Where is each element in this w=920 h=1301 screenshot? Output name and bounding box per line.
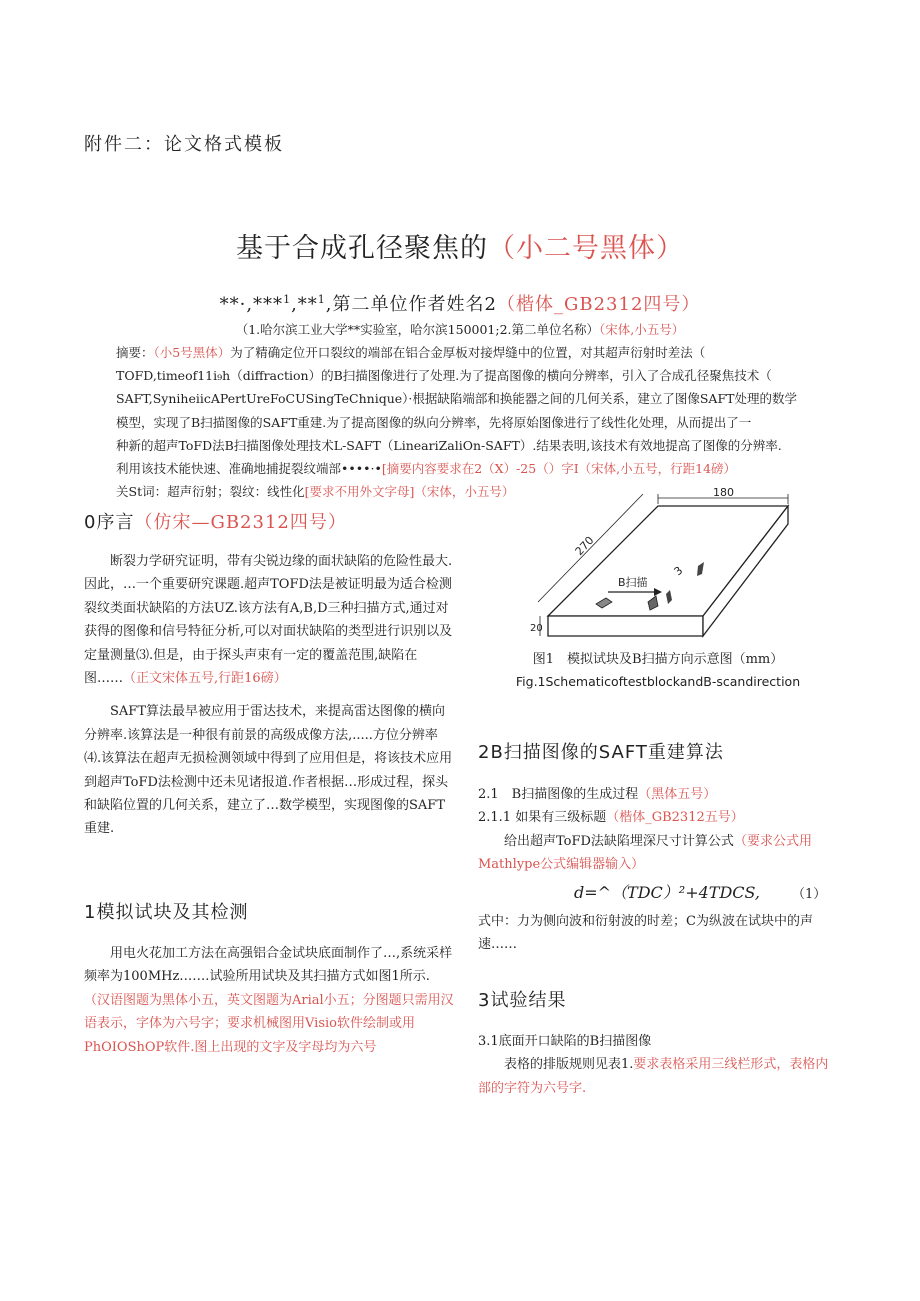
section-3-heading: 3试验结果 <box>478 990 567 1011</box>
section-2-body <box>478 783 838 877</box>
author-line <box>0 290 920 316</box>
paragraph <box>478 1053 838 1100</box>
paragraph-text: 断裂力学研究证明，带有尖锐边缘的面状缺陷的危险性最大.因此，…一个重要研究课题.超声TOFD法是被证明最为适合检测裂纹类面状缺陷的方法UZ.该方法有A,B,D三种扫描方式,通过对获得的图像和信号特征分析,可以对面状缺陷的类型进行识别以及定量测量⑶.但是，由于探头声束有一定的覆盖范围,缺陷在图…… <box>84 554 453 687</box>
abstract-line: SAFT,SyniheiicAPertUreFoCUSingTeChnique）·根据缺陷端部和换能器之间的几何关系，建立了图像SAFT处理的数学 <box>116 391 797 407</box>
keywords-text: 超声衍射；裂纹：线性化 <box>167 484 305 500</box>
keywords-label: 关St词： <box>116 484 168 500</box>
paragraph: 式中：力为侧向波和衍射波的时差；C为纵波在试块中的声速…… <box>478 914 813 953</box>
dim-label-top: 180 <box>713 486 734 499</box>
abstract-text: 为了精确定位开口裂纹的端部在铝合金厚板对接焊缝中的位置，对其超声衍射时差法（ <box>230 345 706 360</box>
test-block-figure <box>508 486 808 644</box>
abstract-text: 利用该技术能快速、准确地捕捉裂纹端部••••·• <box>116 461 382 477</box>
section-0-heading <box>84 508 347 534</box>
author-3: ,** <box>291 294 318 315</box>
formula-expression: d=^（TDC）²+4TDCS, <box>574 883 761 902</box>
abstract-block <box>116 341 840 503</box>
abstract-line: 模型，实现了B扫描图像的SAFT重建.为了提高图像的纵向分辨率，先将原始图像进行了线性化处理，从而提出了一 <box>116 414 752 430</box>
paragraph <box>84 550 454 690</box>
abstract-format-note: [摘要内容要求在2（X）-25（）字I（宋体,小五号，行距14磅） <box>381 461 737 477</box>
title-format-note: （小二号黑体） <box>488 233 684 264</box>
subsection-title: 2.1 B扫描图像的生成过程 <box>478 787 639 802</box>
author-format-note: （楷体_GB2312四号） <box>496 294 701 315</box>
formula-format-note: （要求公式用Mathlype公式编辑器输入） <box>478 833 812 873</box>
dim-label-height: 20 <box>530 623 543 634</box>
abstract-label: 摘要： <box>116 345 154 360</box>
abstract-line: TOFD,timeof11i₉h（diffraction）的B扫描图像进行了处理.为了提高图像的横向分辨率，引入了合成孔径聚焦技术（ <box>116 368 772 384</box>
paragraph-text: 给出超声ToFD法缺陷埋深尺寸计算公式 <box>504 833 734 849</box>
author-4: ,第二单位作者姓名2 <box>325 294 497 315</box>
formula-explanation <box>478 910 838 957</box>
attachment-label: 附件二：论文格式模板 <box>84 134 284 155</box>
author-2-affil-mark: 1 <box>283 293 292 306</box>
section-3-body <box>478 1030 838 1100</box>
subsection-format-note: （黑体五号） <box>638 787 717 802</box>
paragraph: SAFT算法最早被应用于雷达技术，来提高雷达图像的横向分辨率.该算法是一种很有前景的高级成像方法,.....方位分辨率⑷.该算法在超声无损检测领域中得到了应用但是，将该技术应用到超声ToFD法检测中还未见诸报道.作者根据…形成过程，探头和缺陷位置的几何关系，建立了…数学模型，实现图像的SAFT重建. <box>84 704 453 837</box>
defect-label: 3 <box>671 563 686 579</box>
paragraph-text: 表格的排版规则见表1. <box>504 1057 634 1073</box>
abstract-label-note: （小5号黑体） <box>153 345 231 360</box>
title-text: 基于合成孔径聚焦的 <box>236 233 488 264</box>
author-1: **· <box>219 294 247 315</box>
section-2-heading: 2B扫描图像的SAFT重建算法 <box>478 742 724 763</box>
subsubsection-title: 2.1.1 如果有三级标题 <box>478 810 607 826</box>
section-1-heading: 1模拟试块及其检测 <box>84 902 249 923</box>
subsection-heading: 3.1底面开口缺陷的B扫描图像 <box>478 1034 652 1049</box>
figure-caption-en: Fig.1SchematicoftestblockandB-scandirection <box>515 674 801 689</box>
block-front-face <box>548 616 703 636</box>
affiliation-line <box>0 320 920 338</box>
author-2: ,*** <box>246 294 284 315</box>
section-0-body <box>84 550 454 841</box>
paragraph <box>478 830 838 877</box>
subsubsection-format-note: （楷体_GB2312五号） <box>606 810 744 826</box>
section-0-title: 0序言 <box>84 512 135 533</box>
dim-label-side: 270 <box>572 533 597 559</box>
author-3-affil-mark: 1 <box>317 293 326 306</box>
section-1-body <box>84 942 454 1059</box>
subsection-heading <box>478 783 838 806</box>
subsubsection-heading <box>478 806 838 829</box>
abstract-line <box>116 341 840 364</box>
paragraph-format-note: （正文宋体五号,行距16磅） <box>123 671 287 687</box>
paragraph <box>84 942 454 1059</box>
paper-title <box>0 226 920 265</box>
affiliation-format-note: （宋体,小五号） <box>599 322 685 337</box>
abstract-line: 种新的超声ToFD法B扫描图像处理技术L-SAFT（LineariZaliOn-SAFT）.结果表明,该技术有效地提高了图像的分辨率. <box>116 437 782 453</box>
abstract-line <box>116 457 840 480</box>
keywords-format-note: [要求不用外文字母]（宋体，小五号） <box>304 484 515 500</box>
section-0-format-note: （仿宋—GB2312四号） <box>134 512 347 533</box>
table-format-note: 要求表格采用三线栏形式，表格内部的字符为六号字. <box>478 1057 829 1096</box>
scan-label: B扫描 <box>618 576 648 589</box>
figure-caption-cn: 图1 模拟试块及B扫描方向示意图（mm） <box>532 652 784 667</box>
affiliation-text: （1.哈尔滨工业大学**实验室，哈尔滨150001;2.第二单位名称） <box>235 322 600 337</box>
paragraph-text: 用电火花加工方法在高强铝合金试块底面制作了…,系统采样频率为100MHz…….试验所用试块及其扫描方式如图1所示. <box>84 946 453 985</box>
formula-number: （1） <box>792 887 827 902</box>
paragraph-format-note: （汉语图题为黑体小五，英文图题为Arial小五；分图题只需用汉语表示，字体为六号字；要求机械图用Visio软件绘制或用PhOIOShOP软件.图上出现的文字及字母均为六号 <box>84 992 454 1055</box>
